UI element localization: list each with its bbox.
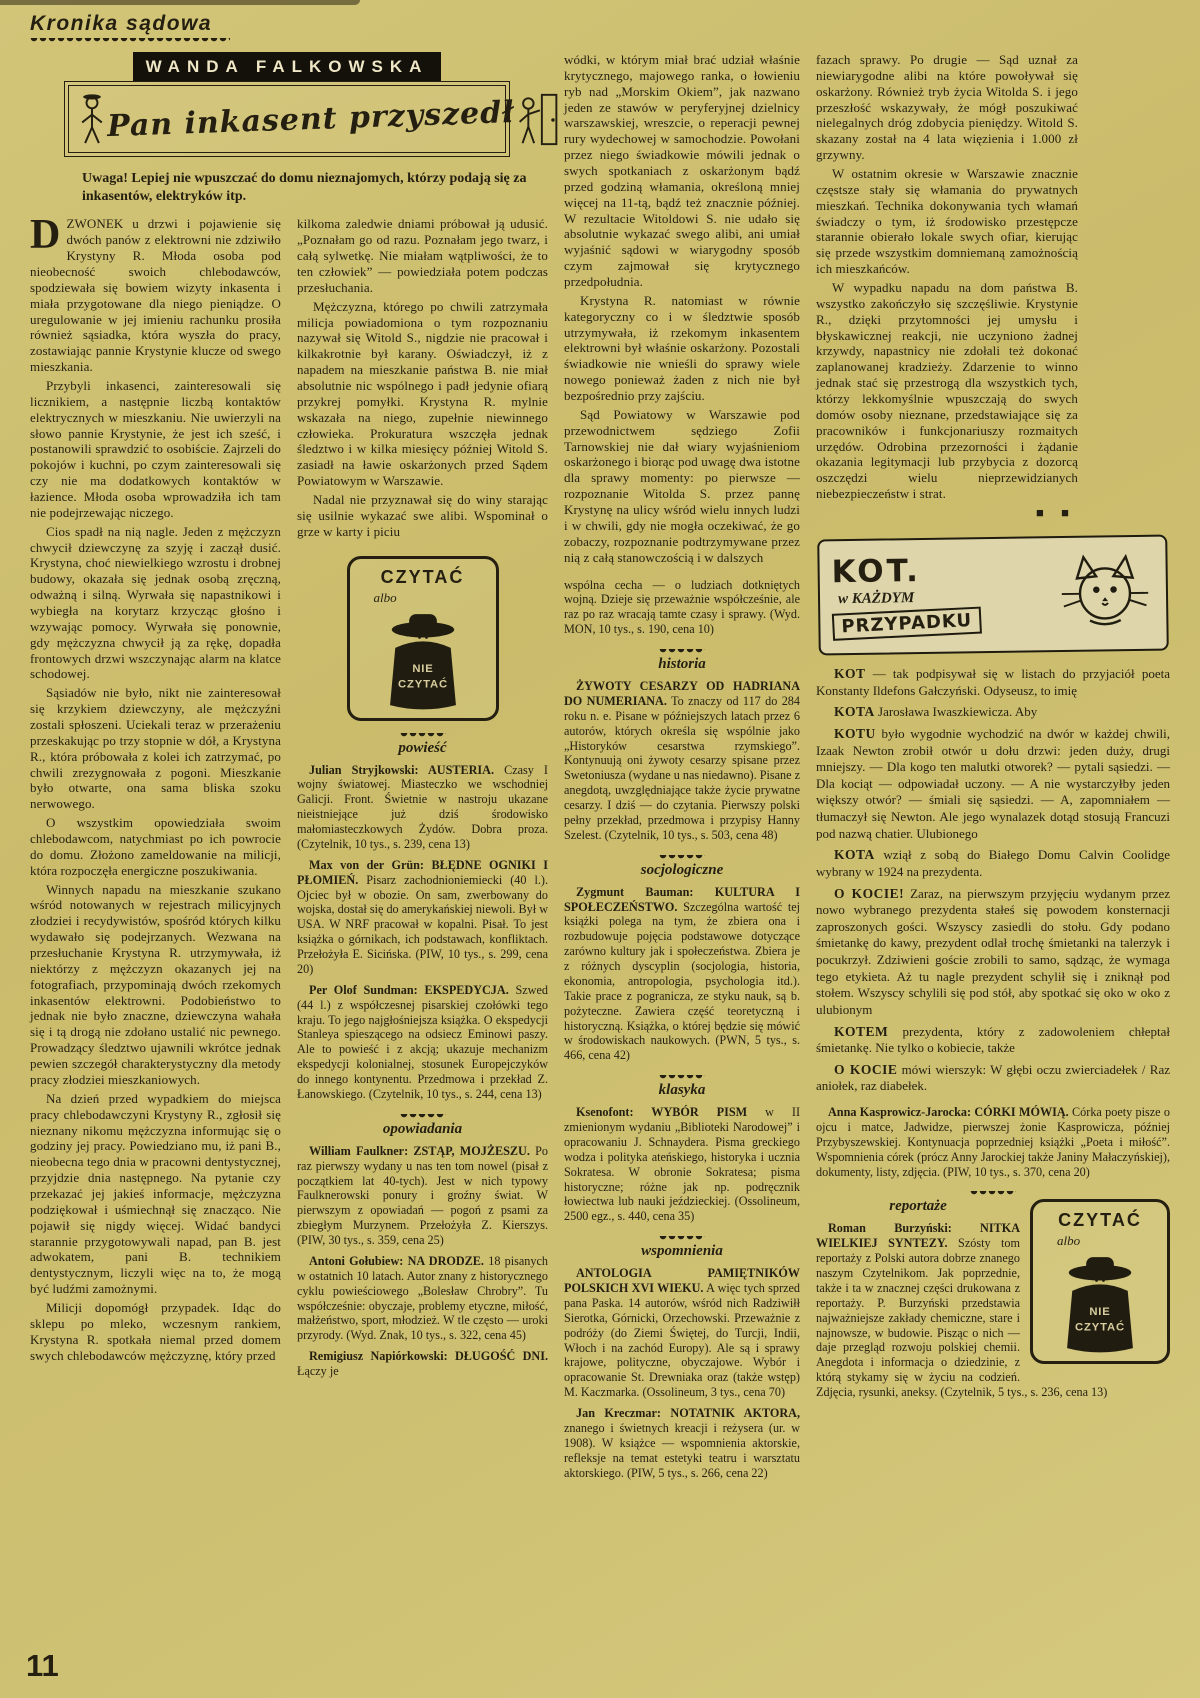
kot-paragraph (816, 665, 1170, 699)
review-section-powiesc (297, 733, 548, 1102)
section-title: powieść (398, 739, 447, 756)
squiggle-ornament (659, 855, 705, 860)
column-4 (816, 52, 1170, 1406)
review-entry-text: Szwed (44 l.) z współczesnej pisarskiej czołówki tego kraju. To jego najgłośniejsza książka. O ekspedycji Stanleya spieszącego na odsiecz Eminowi paszy. Ale to powieść i z akcją; ukazuje mechanizm ekspedycji kolonialnej, stosunek Europejczyków do innego kontynentu. Przedmowa i przekład Z. Łanowskiego. (Czytelnik, 10 tys., s. 244, cena 13) (297, 982, 548, 1101)
article-paragraph: Cios spadł na nią nagle. Jeden z mężczyzn chwycił dziewczynę za szyję i zaczął dusić. Krystyna, choć niewielkiego wzrostu i drobnej budowy, okazała się jednak osobą zręczną, odważną i silną. Wyrwała się napastnikowi i wybiegła na korytarz krzycząc głośno i wzywając pomocy. Wyrwała się ponownie, gdy mężczyzna chwycił ją za rękę, dopadła frontowych drzwi wszczynając alarm na klatce schodowej. (30, 523, 281, 682)
article-paragraph: kilkoma zaledwie dniami próbował ją udusić. „Poznałam go od razu. Poznałam jego twarz, i całą sylwetkę. Nie miałam wątpliwości, że to ten człowiek” — powiedziała potem podczas przesłuchania. (297, 216, 548, 295)
stamp-czytac-label: CZYTAĆ (380, 566, 465, 587)
review-entry-text: A więc tych sprzed pana Paska. 14 autorów, wśród nich Radziwiłł Sierotka, Górnicki, Orzechowski. Przeważnie z podróży (do Ziemi Świętej, do Turcji, Indii, Włoch i na zachód Europy). Ale są i sprawy krajowe, polityczne, obyczajowe. Wybór i opracowanie St. Drewniaka oraz (także wstęp) M. Kaczmarka. (Ossolineum, 3 tys., cena 70) (564, 1281, 800, 1400)
stamp-czytac2-label: CZYTAĆ (1075, 1322, 1125, 1335)
read-or-not-stamp (347, 556, 499, 721)
kot-paragraph (816, 1023, 1170, 1057)
kot-paragraph-text: Zaraz, na pierwszym przyjęciu wydanym przez nowo wybranego prezydenta stałeś się powodem konsternacji zaproszonych gości. Wszyscy zasiedli do stołu. Gdy podano śmietankę do kawy, prezydent odlał trochę śmietanki na talerzyk i pocukrzył. Zdziwieni goście zrobili to samo, sądząc, że wymaga tego etykieta. Aż tu nagle prezydent schylił się i zniknął pod stołem. Wszyscy schylili się pod stół, aby spotkać się oko w oko z ulubionym (816, 885, 1170, 1017)
article-paragraph: O wszystkim opowiedziała swoim chlebodawcom, natychmiast po ich powrocie do domu. Złożono zameldowanie na milicji, która rozpoczęła energiczne poszukiwania. (30, 815, 281, 878)
review-section-historia (564, 649, 800, 843)
review-entry-text: Czasy I wojny światowej. Miasteczko we wschodniej Galicji. Front. Świetnie w nastroju ukazane nieistniejące już dziś środowisko małomiasteczkowych Żydów. Dobra proza. (Czytelnik, 10 tys., s. 239, cena 13) (297, 762, 548, 851)
section-title: klasyka (658, 1082, 706, 1099)
squiggle-ornament (659, 1236, 705, 1241)
scan-artifact (0, 0, 360, 5)
page-columns (30, 52, 1172, 1486)
article-paragraph: Na dzień przed wypadkiem do miejsca pracy chlebodawczyni Krystyny R., zgłosił się nieznany nikomu mężczyzna informując się o godziny jej pracy. Powiedziano mu, iż pani B., nieobecna tego dnia w pracowni dentystycznej, przyjdzie dnia następnego. Na pytanie czy przekazać jej jakieś informacje, mężczyzna podziękował i uśmiechnął się znacząco. Nie pojawił się nigdy więcej. Widać bandyci starannie przygotowywali napad, pan B. jest adwokatem, pani B. technikiem dentystycznym, liczyli więc na to, że mogą być ludźmi zamożnymi. (30, 1090, 281, 1297)
review-entry-lead: ANTOLOGIA PAMIĘTNIKÓW POLSKICH XVI WIEKU. (564, 1266, 800, 1295)
kot-header-text (831, 552, 981, 638)
review-entry (564, 679, 800, 843)
article-end-marks: ■ ■ (1036, 505, 1076, 521)
article-column-4-text (816, 52, 1170, 521)
doodle-figure-right-icon (515, 90, 561, 148)
kot-paragraph-lead: KOTEM (834, 1023, 889, 1039)
article-column-1 (30, 212, 281, 1385)
kot-paragraph (816, 885, 1170, 1019)
kot-section-body (816, 665, 1170, 1095)
article-header (64, 52, 516, 157)
article-paragraph: Przybyli inkasenci, zainteresowali się licznikiem, a następnie liczbą kontaktów elektrycznych w mieszkaniu. Nie uwierzyli na słowo pannie Krystynie, że jest ich sześć, i postanowili sprawdzić to osobiście. Zajrzeli do pokojów i kuchni, po czym zainteresowali się czy nie ma dodatkowych kontaktów w łazience. Młoda osoba wprowadziła ich tam nie podejrzewając niczego. (30, 377, 281, 520)
doodle-figure-left-icon (77, 92, 107, 146)
rubric-title: Kronika sądowa (30, 12, 213, 35)
reader-figure-icon (1044, 1251, 1156, 1355)
review-entry-text: Córka poety pisze o ojcu i matce, Jadwidze, pierwszej żonie Kasprowicza, później Przybyszewskiej. Kontynuacja poprzedniej książki „Poeta i miłość”. Wspomnienia córek (prócz Anny Jarockiej także Janiny Małaczyńskiej), dokumenty, listy, zdjęcia. (PIW, 10 tys., s. 370, cena 20) (816, 1105, 1170, 1179)
stamp-czytac2-label: CZYTAĆ (397, 678, 448, 691)
read-or-not-stamp-bottom (1030, 1199, 1170, 1364)
reader-figure-icon (367, 608, 479, 712)
kot-paragraph-text: Jarosława Iwaszkiewicza. Aby (874, 704, 1038, 720)
cat-illustration-icon (1055, 545, 1154, 642)
article-left-half (30, 52, 548, 1385)
review-entry (816, 1105, 1170, 1179)
drop-cap: D (30, 212, 61, 259)
stamp-albo-label: albo (373, 589, 397, 605)
squiggle-ornament (659, 1075, 705, 1080)
stamp-nie-label: NIE (1089, 1306, 1111, 1319)
review-entry-text: 18 pisanych w ostatnich 10 latach. Autor znany z historycznego cyklu powieściowego „Bolesław Chrobry”. Tu współcześnie: obyczaje, problemy etyczne, miłość, małżeństwo, sport, młodzież. W tle często — uroki przyrody. (Wyd. Znak, 10 tys., s. 322, cena 45) (297, 1253, 548, 1343)
review-entry-text: Szósty tom reportaży z Polski autora dobrze znanego naszym Czytelnikom. Jak poprzednie, także i ta w znacznej części drukowana z reportaży. P. Burzyński przedstawia najważniejsze zakłady chemiczne, stare i najnowsze, w budowie. Pisząc o nich — daje przegląd rozwoju polskiej chemii. Anegdota i informacja o dziedzinie, z którą stykamy się w życiu na codzień. Zdjęcia, rysunki, aneksy. (Czytelnik, 5 tys., s. 236, cena 13) (816, 1236, 1108, 1400)
section-title: reportaże (889, 1198, 947, 1215)
article-title: Pan inkasent przyszedł (106, 94, 516, 144)
review-entry-lead: Per Olof Sundman: EKSPEDYCJA. (309, 982, 509, 997)
review-entry-text: To znaczy od 117 do 284 roku n. e. Pisane w późniejszych latach przez 6 autorów, których określa się wspólnie jako „Historyków cesarstwa rzymskiego”. Kontynuują oni żywoty cesarzy spisane przez Swetoniusza (wydane u nas niedawno). Pisane z anegdotą, uwzględniające także życie prywatne cesarzy. I dziś — do czytania. Pierwszy polski pełny przekład, przedmowa i przypisy Hanny Szelest. (Czytelnik, 10 tys., s. 503, cena 48) (564, 693, 800, 842)
review-entry (564, 1105, 800, 1224)
kot-paragraph-lead: KOTA (834, 704, 875, 720)
article-paragraph: fazach sprawy. Po drugie — Sąd uznał za niewiarygodne alibi na które powoływał się oskarżony. Również tryb życia Witolda S. i jego przeszłość wskazywały, że mógł poszukiwać nielegalnych dróg zdobycia pieniędzy. Witold S. skazany został na 4 lata więzienia i 1.000 zł grzywny. (816, 52, 1078, 163)
review-entry-lead: ŻYWOTY CESARZY OD HADRIANA DO NUMERIANA. (564, 679, 800, 708)
kot-title-line2: w KAŻDYM (837, 589, 915, 607)
kot-paragraph-lead: O KOCIE! (834, 885, 905, 901)
review-entry-lead: Ksenofont: WYBÓR PISM (576, 1105, 748, 1120)
article-column-3-text (564, 52, 800, 566)
review-section-wspomnienia (564, 1236, 800, 1480)
review-entry-lead: Jan Kreczmar: NOTATNIK AKTORA, (576, 1406, 800, 1420)
article-lead: Uwaga! Lepiej nie wpuszczać do domu nieznajomych, którzy podają się za inkasentów, elektryków itp. (82, 171, 527, 205)
review-entry (297, 1254, 548, 1343)
review-section-socjologiczne (564, 855, 800, 1064)
kot-section-header (817, 535, 1169, 656)
review-entry (564, 885, 800, 1064)
review-entry-text: Łączy je (297, 1364, 339, 1379)
paragraph-text: ZWONEK u drzwi i pojawienie się dwóch panów z elektrowni nie zdziwiło Krystyny R. Młoda osoba pod nieobecność swoich chlebodawców, spodziewała się bowiem wizyty inkasenta i miała przygotowane dla niego pieniądze. O uregulowanie w jej imieniu rachunku prosiła również sąsiadka, która wyszła do pracy, zostawiając pannie Krystynie klucze od swego mieszkania. (30, 216, 281, 375)
review-entry-text: znanego i świetnych kreacji i reżysera (ur. w 1908). W książce — wspomnienia aktorskie, refleksje na temat estetyki teatru i warsztatu aktorskiego. (PIW, 5 tys., s. 266, cena 22) (564, 1420, 800, 1480)
kot-paragraph-text: wziął z sobą do Białego Domu Calvin Coolidge wybrany w 1924 na prezydenta. (816, 847, 1170, 879)
article-paragraph: Milicji dopomógł przypadek. Idąc do sklepu po mleko, wczesnym rankiem, Krystyna R. spotkała niemal przed domem swych chlebodawców mężczyznę, który przed (30, 1299, 281, 1363)
review-entry-lead: Roman Burzyński: NITKA WIELKIEJ SYNTEZY. (816, 1221, 1020, 1251)
stamp-czytac-label: CZYTAĆ (1058, 1210, 1142, 1231)
kot-paragraph (816, 846, 1170, 880)
section-title: opowiadania (382, 1120, 463, 1137)
kot-paragraph-text: prezydenta, który z zadowoleniem chłeptał śmietankę. Nie tylko o kobiecie, także (816, 1023, 1170, 1056)
review-entry-lead: Anna Kasprowicz-Jarocka: CÓRKI MÓWIĄ. (828, 1105, 1069, 1120)
article-paragraph: Sąd Powiatowy w Warszawie pod przewodnictwem sędziego Zofii Tarnowskiej nie dał wiary wyjaśnieniom oskarżonego i biorąc pod uwagę dwa istotne dla sprawy momenty: po pierwsze — rozpoznanie Witolda S. przez pannę Krystynę na ulicy wśród wielu innych ludzi i w chwili, gdy nie mogła oczekiwać, że go zobaczy, rozpoznanie podtrzymywane przez nią z całą stanowczością i w dalszych (564, 406, 800, 565)
section-title: wspomnienia (641, 1243, 723, 1260)
squiggle-ornament (400, 1114, 446, 1119)
article-paragraph: Mężczyzna, którego po chwili zatrzymała milicja powiadomiona o tym rozpoznaniu nazywał się Witold S., nigdzie nie pracował i kilkakrotnie był karany. Oświadczył, iż z napadem na mieszkanie państwa B. nie miał absolutnie nic wspólnego i padł jedynie ofiarą przykrej pomyłki. Krystyna R. mylnie wskazała na niego, zupełnie niewinnego człowieka. Prokuratura wszczęła jednak śledztwo i w kilka miesięcy później Witold S. zasiadł na ławie oskarżonych przed Sądem Powiatowym w Warszawie. (297, 298, 548, 489)
review-entry (297, 1349, 548, 1379)
article-paragraph: Winnych napadu na mieszkanie szukano wśród notowanych w rejestrach milicyjnych złodziei i recydywistów, spośród których kilku wydawało się podejrzanych. Wezwana na przesłuchanie Krystyna R. utrzymywała, iż niektórzy z mężczyzn okazanych jej na fotografiach, przypominają dwóch rzekomych inkasentów elektrowni. Podobieństwo to jednak nie było znaczne, dziewczyna wahała się i tą drogą nie zdołano ustalić nic pewnego. Prowadzący śledztwo ujawnili wkrótce jednak pewien szczegół charakterystyczny dla metody pracy złodziei mieszkaniowych. (30, 881, 281, 1087)
kot-paragraph-text: mówi wierszyk: W głębi oczu zwierciadełek / Raz aniołek, raz diabełek. (816, 1061, 1170, 1094)
review-entry-lead: Julian Stryjkowski: AUSTERIA. (309, 762, 495, 777)
section-title: socjologiczne (640, 861, 724, 878)
author-banner: WANDA FALKOWSKA (133, 52, 441, 81)
review-entry (297, 858, 548, 977)
article-paragraph: Sąsiadów nie było, nikt nie zainteresował się krzykiem dziewczyny, ale mężczyźni zostali spłoszeni. Uciekali teraz w przerażeniu przeskakując po trzy stopnie w dół, a Krystyna R., która próbowała z kolei ich zatrzymać, po chwili zrezygnowała z pogoni. Mieszkanie było otwarte, ona sama bliska szoku nerwowego. (30, 685, 281, 812)
review-entry-lead: Remigiusz Napiórkowski: DŁUGOŚĆ DNI. (309, 1349, 548, 1364)
review-entry-text: Pisarz zachodnioniemiecki (40 l.). Ojciec był w obozie. On sam, zwerbowany do wojska, dostał się do amerykańskiej niewoli. Był w USA. W NRF pracował w kopalni. Pisał. To jest książka o górnikach, ich podstawach, konfliktach. Przełożyła E. Sicińska. (PIW, 10 tys., s. 299, cena 20) (297, 872, 548, 976)
review-entry-text: Po raz pierwszy wydany u nas ten tom nowel (pisał z początkiem lat 40-tych). Jest w nich typowy Faulknerowski ponury i groźny świat. W pierwszym z opowiadań — pogoń z psami za zbiegłym Murzynem. Przełożyła Z. Kierszys. (PIW, 30 tys., s. 359, cena 25) (297, 1143, 548, 1248)
article-title-inner (68, 85, 516, 153)
review-entry-lead: Zygmunt Bauman: KULTURA I SPOŁECZEŃSTWO. (564, 884, 800, 914)
squiggle-ornament (970, 1191, 1016, 1196)
stamp-nie-label: NIE (411, 662, 434, 675)
column-3 (564, 52, 800, 1486)
article-paragraph (30, 212, 281, 375)
review-entry-lead: Antoni Gołubiew: NA DRODZE. (309, 1253, 484, 1268)
review-section-klasyka (564, 1075, 800, 1224)
kot-title-line3: PRZYPADKU (832, 606, 982, 640)
article-paragraph: W wypadku napadu na dom państwa B. wszystko zakończyło się szczęśliwie. Krystynie R., dzięki przytomności jej umysłu i błyskawicznej reakcji, nie uczyniono żadnej krzywdy, napastnicy nie zdołali też dokonać zaplanowanej kradzieży. Zdarzenie to winno jednak stać się przestrogą dla wszystkich tych, którzy lekkomyślnie wpuszczają do swych domów osoby nieznane, przedstawiające się za pracowników i funkcjonariuszy rozmaitych urzędów. Odrobina przezorności i żądanie okazania legitymacji lub przybycia z dozorcą oszczędzi wielu nieprzewidzianych niebezpieczeństw i strat. (816, 280, 1078, 502)
article-paragraph: Krystyna R. natomiast w równie kategoryczny co i w śledztwie sposób utrzymywała, iż rzekomym inkasentem elektrowni był właśnie oskarżony. Pozostali świadkowie nie wnieśli do sprawy wiele nowego ponieważ żaden z nich nie był bezpośrednio przy zajściu. (564, 292, 800, 404)
review-entry (297, 1144, 548, 1248)
squiggle-ornament (659, 649, 705, 654)
kot-paragraph (816, 1061, 1170, 1095)
article-paragraph: W ostatnim okresie w Warszawie znacznie częstsze stały się włamania do prywatnych mieszkań. Technika dokonywania tych włamań świadczy o tym, iż środowisko przestępcze starannie obierało lokale swych ofiar, kierując się przede wszystkim domniemaną zamożnością ich mieszkańców. (816, 166, 1078, 277)
article-column-2 (297, 216, 548, 1385)
stamp-albo-label: albo (1057, 1233, 1081, 1249)
review-section-reportaze (816, 1191, 1170, 1400)
article-title-box (64, 81, 516, 157)
review-entry (564, 1266, 800, 1400)
kot-paragraph (816, 725, 1170, 842)
review-entry (297, 983, 548, 1102)
section-title: historia (658, 656, 706, 672)
kot-paragraph-text: było wygodnie wychodzić na dwór w każdej chwili, Izaak Newton zrobił otwór u dołu drzwi: jeden duży, drugi mniejszy. — Dla kogo ten malutki otworek? — pytali sąsiedzi. — Dla kociąt — odpowiadał uczony. — A nie wystarczyłby jeden większy otwór? — śmiali się sąsiedzi. — A, zapomniałem — tłumaczył się Newton. Ale jego wynalazek dotąd stosują Francuzi pod nazwą chatier. Ulubionego (816, 725, 1170, 841)
review-entry-text: Szczególna wartość tej książki polega na tym, że zbiera ona i rozbudowuje pojęcia podstawowe dotyczące zarówno kultury jak i społeczeństwa. Zbiera je z różnych dyscyplin (socjologia, historia, ekonomia, antropologia, psychologia itd.). Takie prace z pogranicza, ze styku nauk, są b. pożyteczne. Zawiera część teoretyczną i historyczną. Książka, o której będzie się mówić w środowiskach naukowych. (PWN, 5 tys., s. 466, cena 42) (564, 899, 800, 1063)
kot-paragraph-lead: O KOCIE (834, 1061, 898, 1077)
review-entry-lead: William Faulkner: ZSTĄP, MOJŻESZU. (309, 1143, 530, 1158)
review-section-opowiadania (297, 1114, 548, 1379)
article-two-columns (30, 212, 548, 1385)
kot-paragraph-lead: KOTA (834, 847, 875, 863)
kot-paragraph (816, 703, 1170, 721)
article-paragraph: Nadal nie przyznawał się do winy starając się usilnie wykazać swe alibi. Wspominał o grze w karty i piciu (297, 491, 548, 539)
kot-paragraph-text: — tak podpisywał się w listach do przyjaciół poeta Konstanty Ildefons Gałczyński. Odyseusz, to imię (816, 666, 1170, 698)
article-column-2-text (297, 216, 548, 539)
page-number: 11 (26, 1648, 59, 1683)
review-continuation: wspólna cecha — o ludziach dotkniętych wojną. Dzieje się przeważnie współcześnie, ale raz po raz wracają tamte czasy i sprawy. (Wyd. MON, 10 tys., s. 190, cena 10) (564, 577, 800, 637)
kot-paragraph-lead: KOT (834, 666, 866, 682)
rubric-underline-ornament (30, 38, 230, 42)
review-entry-text: w II zmienionym wydaniu „Biblioteki Narodowej” i opracowaniu J. Schnaydera. Pisma greckiego wodza i polityka ateńskiego, historyka i ucznia Sokratesa. W obronie Sokratesa; pisma historyczne; różne jak np. podręcznik łowiectwa lub nauki jeździeckiej. (Ossolineum, 2500 egz., s. 440, cena 35) (564, 1105, 800, 1224)
kot-paragraph-lead: KOTU (834, 725, 876, 741)
review-entry-lead: Max von der Grün: BŁĘDNE OGNIKI I PŁOMIEŃ. (297, 857, 548, 887)
squiggle-ornament (400, 733, 446, 738)
kot-title-line1: KOT. (831, 552, 922, 590)
article-paragraph: wódki, w którym miał brać udział właśnie krytycznego, majowego ranka, o łowieniu ryb nad „Morskim Okiem”, jak nazwano jeden ze stawów w peryferyjnej dzielnicy warszawskiej, wreszcie, o reperacji pewnej rury wydechowej w samochodzie. Powołani przez niego świadkowie mówili jednak o swych spotkaniach z oskarżonym bądź przed godziną włamania, określoną mniej więcej na 11-tą, bądź też znacznie później. W rezultacie Witoldowi S. nie udało się absolutnie wykazać swego alibi, ani umiał wyjaśnić sądowi w wiarygodny sposób czym zajmował się krytycznego przedpołudnia. (564, 52, 800, 290)
review-entry (564, 1406, 800, 1480)
rubric (30, 12, 1172, 42)
review-entry (297, 763, 548, 852)
